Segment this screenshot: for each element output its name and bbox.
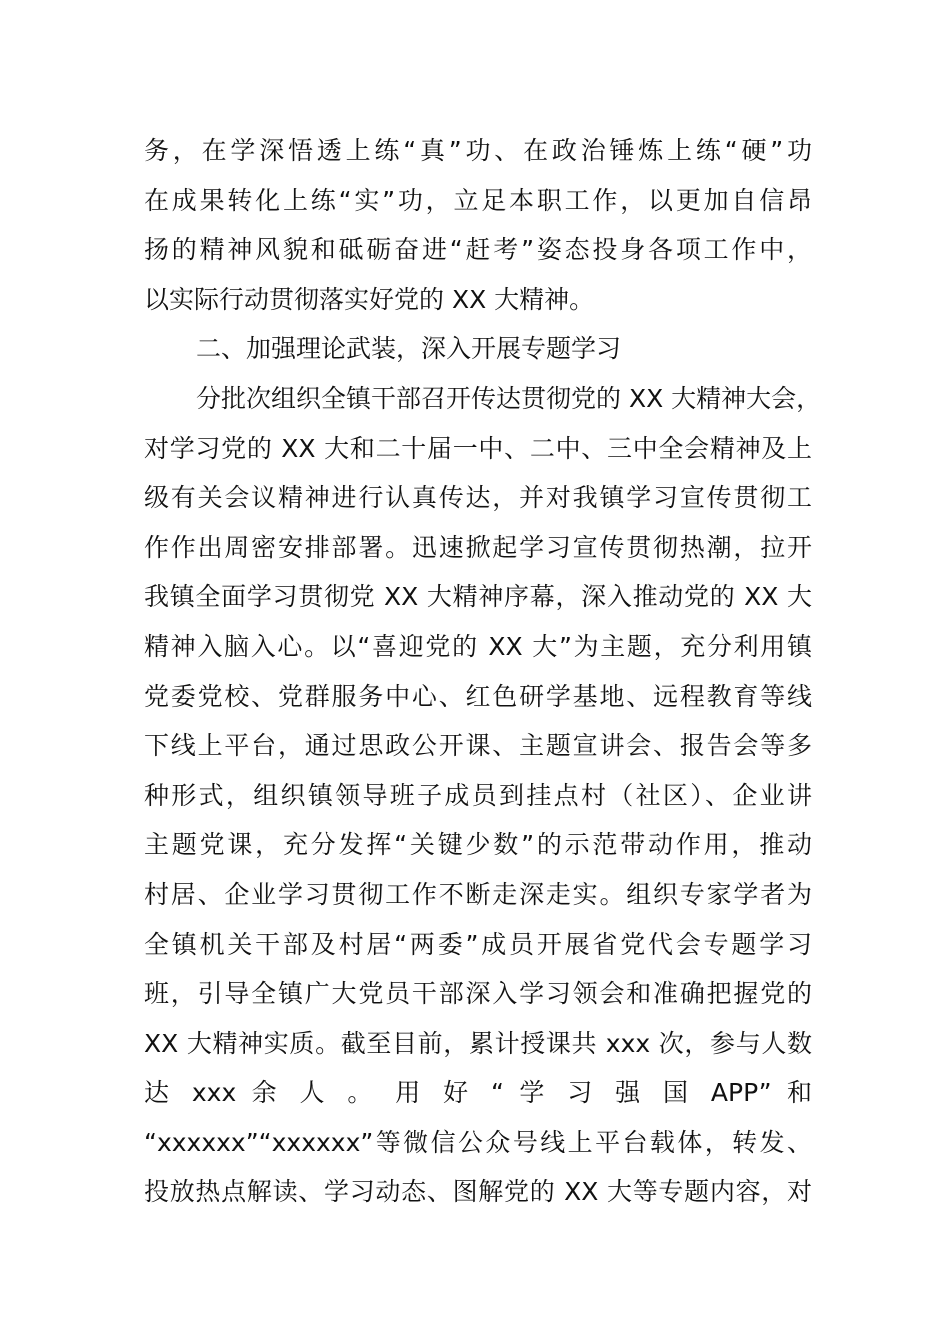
text-line-15: 主题党课，充分发挥“关键少数”的示范带动作用，推动 (144, 830, 812, 860)
text-line-2: 在成果转化上练“实”功，立足本职工作，以更加自信昂 (144, 185, 812, 215)
text-line-20: 达 xxx 余 人 。 用 好 “ 学 习 强 国 APP” 和 (144, 1078, 812, 1108)
text-line-10: 我镇全面学习贯彻党 XX 大精神序幕，深入推动党的 XX 大 (144, 582, 812, 612)
text-line-17: 全镇机关干部及村居“两委”成员开展省党代会专题学习 (144, 929, 812, 959)
text-line-18: 班，引导全镇广大党员干部深入学习领会和准确把握党的 (144, 979, 812, 1009)
body-text (144, 126, 822, 1217)
text-line-4: 以实际行动贯彻落实好党的 XX 大精神。 (144, 284, 595, 314)
text-line-6: 分批次组织全镇干部召开传达贯彻党的 XX 大精神大会， (196, 383, 822, 413)
text-line-16: 村居、企业学习贯彻工作不断走深走实。组织专家学者为 (144, 879, 812, 909)
text-line-8: 级有关会议精神进行认真传达，并对我镇学习宣传贯彻工 (144, 483, 812, 513)
text-line-3: 扬的精神风貌和砥砺奋进“赶考”姿态投身各项工作中， (144, 235, 812, 265)
section-heading: 二、加强理论武装，深入开展专题学习 (196, 334, 622, 364)
text-line-22: 投放热点解读、学习动态、图解党的 XX 大等专题内容，对 (144, 1177, 812, 1207)
text-line-13: 下线上平台，通过思政公开课、主题宣讲会、报告会等多 (144, 731, 812, 761)
text-line-7: 对学习党的 XX 大和二十届一中、二中、三中全会精神及上 (144, 433, 812, 463)
text-line-21: “xxxxxx”“xxxxxx”等微信公众号线上平台载体，转发、 (144, 1127, 812, 1157)
text-line-11: 精神入脑入心。以“喜迎党的 XX 大”为主题，充分利用镇 (144, 631, 812, 661)
text-line-14: 种形式，组织镇领导班子成员到挂点村（社区）、企业讲 (144, 780, 812, 810)
text-line-1: 务，在学深悟透上练“真”功、在政治锤炼上练“硬”功 (144, 136, 812, 165)
text-line-12: 党委党校、党群服务中心、红色研学基地、远程教育等线 (144, 681, 812, 711)
text-line-9: 作作出周密安排部署。迅速掀起学习宣传贯彻热潮，拉开 (144, 532, 812, 562)
text-line-19: XX 大精神实质。截至目前，累计授课共 xxx 次，参与人数 (144, 1028, 812, 1058)
